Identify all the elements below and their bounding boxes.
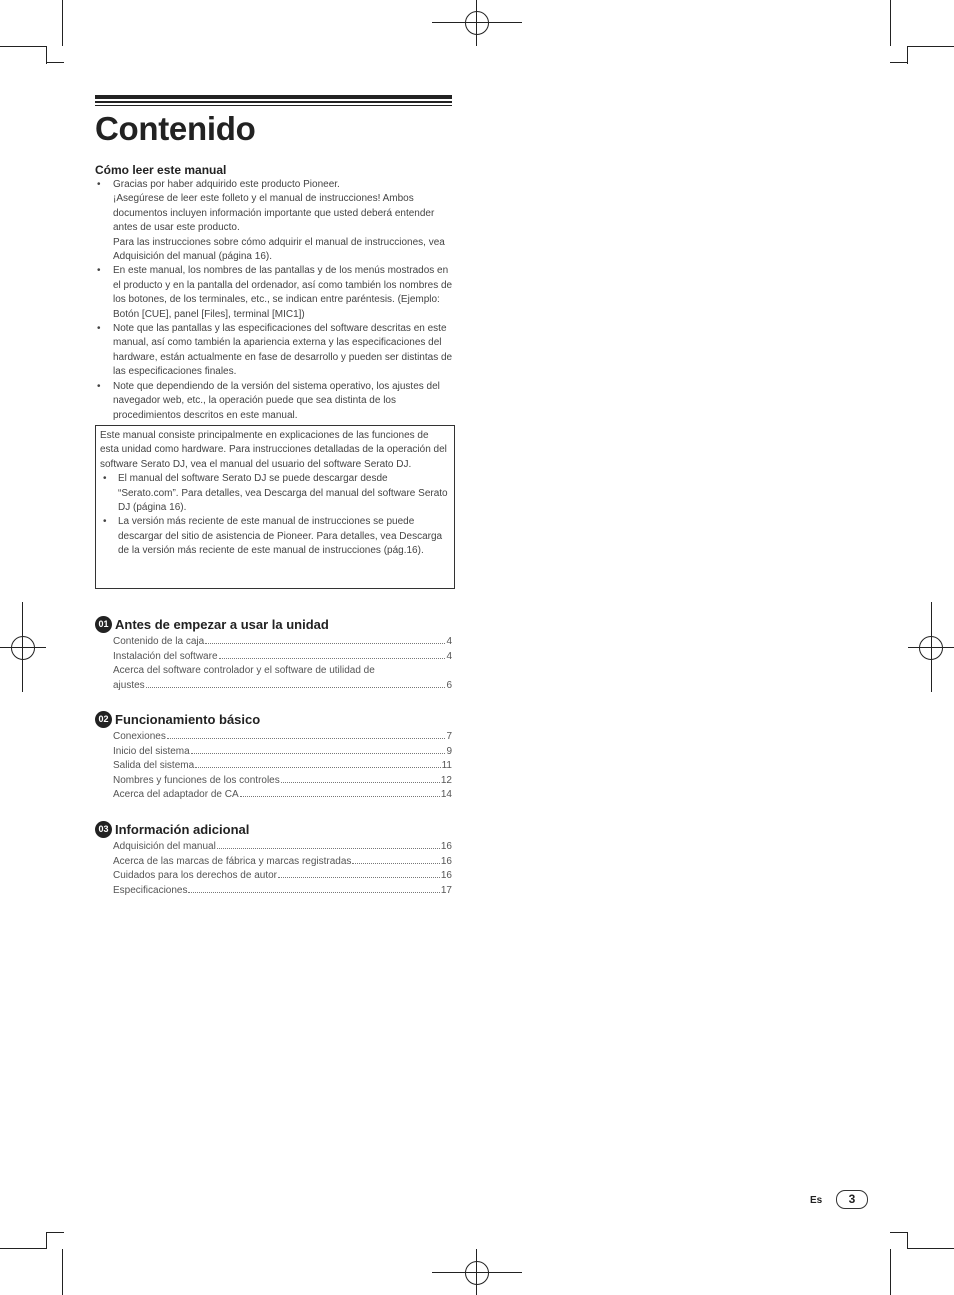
page-title: Contenido xyxy=(95,110,256,147)
crop-mark xyxy=(62,1249,63,1295)
bullet-item: • Note que dependiendo de la versión del sistema operativo, los ajustes del navegador web, etc., la operación puede que sea distinta de los procedimientos descritos en este manual. xyxy=(95,380,455,423)
section-number-badge: 02 xyxy=(95,711,112,728)
crop-mark xyxy=(907,1232,908,1249)
crop-mark xyxy=(0,1248,46,1249)
bullet-item: • Note que las pantallas y las especificaciones del software descritas en este manual, así como también la apariencia externa y las especificaciones del hardware, están actualmente en fase de desarrollo y pueden ser distintas de las especificaciones finales. xyxy=(95,322,455,380)
bullet-paragraph: Note que las pantallas y las especificaciones del software descritas en este manual, así como también la apariencia externa y las especificaciones del hardware, están actualmente en fase de desarrollo y pueden ser distintas de las especificaciones finales. xyxy=(113,323,453,378)
note-text: Este manual consiste principalmente en explicaciones de las funciones de esta unidad como hardware. Para instrucciones detalladas de la operación del software Serato DJ, vea el manual del usuario del software Serato DJ. xyxy=(100,430,447,470)
section-heading: Cómo leer este manual xyxy=(95,163,227,177)
note-bullet-text: El manual del software Serato DJ se puede descargar desde “Serato.com”. Para detalles, vea Descarga del manual del software Serato DJ (página 16). xyxy=(118,473,448,514)
toc-entry[interactable]: Salida del sistema 11 xyxy=(113,760,452,771)
crop-mark xyxy=(908,1248,954,1249)
toc-entry[interactable]: Acerca de las marcas de fábrica y marcas registradas 16 xyxy=(113,855,452,867)
toc-entry[interactable]: Inicio del sistema 9 xyxy=(113,745,452,757)
toc-section-02 xyxy=(95,710,452,803)
toc-entry[interactable]: Contenido de la caja 4 xyxy=(113,636,452,647)
crop-mark xyxy=(908,46,954,47)
toc-entry[interactable]: Adquisición del manual 16 xyxy=(113,841,452,852)
crop-mark xyxy=(890,0,891,46)
toc-section-03 xyxy=(95,820,452,898)
toc-entry[interactable]: Cuidados para los derechos de autor 16 xyxy=(113,870,452,881)
crop-mark xyxy=(890,62,908,63)
registration-circle xyxy=(919,636,943,660)
title-rules xyxy=(95,95,452,106)
note-bullet-text: La versión más reciente de este manual de instrucciones se puede descargar del sitio de asistencia de Pioneer. Para detalles, vea Descarga de la versión más reciente de este manual de instrucciones (pág.16). xyxy=(118,516,443,557)
toc-entry[interactable]: Acerca del software controlador y el software de utilidad de ajustes 6 xyxy=(113,665,452,691)
bullet-item: • En este manual, los nombres de las pantallas y de los menús mostrados en el producto y en la pantalla del ordenador, así como también los nombres de los botones, de los terminales, etc., se indican entre paréntesis. (Ejemplo: Botón [CUE], panel [Files], terminal [MIC1]) xyxy=(95,264,455,322)
section-number-badge: 03 xyxy=(95,821,112,838)
bullet-paragraph: Gracias por haber adquirido este producto Pioneer. xyxy=(113,179,340,190)
toc-section-title[interactable]: Información adicional xyxy=(115,821,250,837)
language-label: Es xyxy=(810,1195,823,1206)
note-bullet: • La versión más reciente de este manual de instrucciones se puede descargar del sitio de asistencia de Pioneer. Para detalles, vea Descarga de la versión más reciente de este manual de instrucciones (pág.16). xyxy=(100,515,450,558)
intro-bullets xyxy=(95,178,455,423)
page-number: 3 xyxy=(836,1190,868,1209)
toc-section-title[interactable]: Antes de empezar a usar la unidad xyxy=(115,616,329,632)
bullet-paragraph: Note que dependiendo de la versión del sistema operativo, los ajustes del navegador web, etc., la operación puede que sea distinta de los procedimientos descritos en este manual. xyxy=(113,380,440,421)
crop-mark xyxy=(62,0,63,46)
registration-circle xyxy=(11,636,35,660)
crop-mark xyxy=(46,1232,64,1233)
crop-mark xyxy=(890,1232,908,1233)
bullet-paragraph: ¡Asegúrese de leer este folleto y el manual de instrucciones! Ambos documentos incluyen información importante que usted deberá entender antes de usar este producto. xyxy=(113,193,435,234)
crop-mark xyxy=(46,62,64,63)
toc-entry[interactable]: Conexiones 7 xyxy=(113,731,452,742)
bullet-paragraph: Para las instrucciones sobre cómo adquirir el manual de instrucciones, vea Adquisición del manual (página 16). xyxy=(113,236,445,263)
bullet-item: • Gracias por haber adquirido este producto Pioneer. ¡Asegúrese de leer este folleto y el manual de instrucciones! Ambos documentos incluyen información importante que usted deberá entender antes de usar este producto. Para las instrucciones sobre cómo adquirir el manual de instrucciones, vea Adquisición del manual (página 16). xyxy=(95,178,455,264)
section-number-badge: 01 xyxy=(95,616,112,633)
toc-entry[interactable]: Nombres y funciones de los controles 12 xyxy=(113,774,452,786)
note-box xyxy=(95,425,455,589)
note-bullet: • El manual del software Serato DJ se puede descargar desde “Serato.com”. Para detalles, vea Descarga del manual del software Serato DJ (página 16). xyxy=(100,472,450,515)
toc-entry[interactable]: Especificaciones 17 xyxy=(113,884,452,896)
crop-mark xyxy=(890,1249,891,1295)
toc-section-01 xyxy=(95,615,452,693)
bullet-paragraph: En este manual, los nombres de las pantallas y de los menús mostrados en el producto y en la pantalla del ordenador, así como también los nombres de los botones, de los terminales, etc., se indican entre paréntesis. (Ejemplo: Botón [CUE], panel [Files], terminal [MIC1]) xyxy=(113,265,453,320)
toc-entry[interactable]: Instalación del software 4 xyxy=(113,650,452,662)
toc-section-title[interactable]: Funcionamiento básico xyxy=(115,711,261,727)
crop-mark xyxy=(0,46,46,47)
crop-mark xyxy=(46,1232,47,1249)
registration-circle xyxy=(465,11,489,35)
toc-entry[interactable]: Acerca del adaptador de CA 14 xyxy=(113,789,452,800)
registration-circle xyxy=(465,1261,489,1285)
